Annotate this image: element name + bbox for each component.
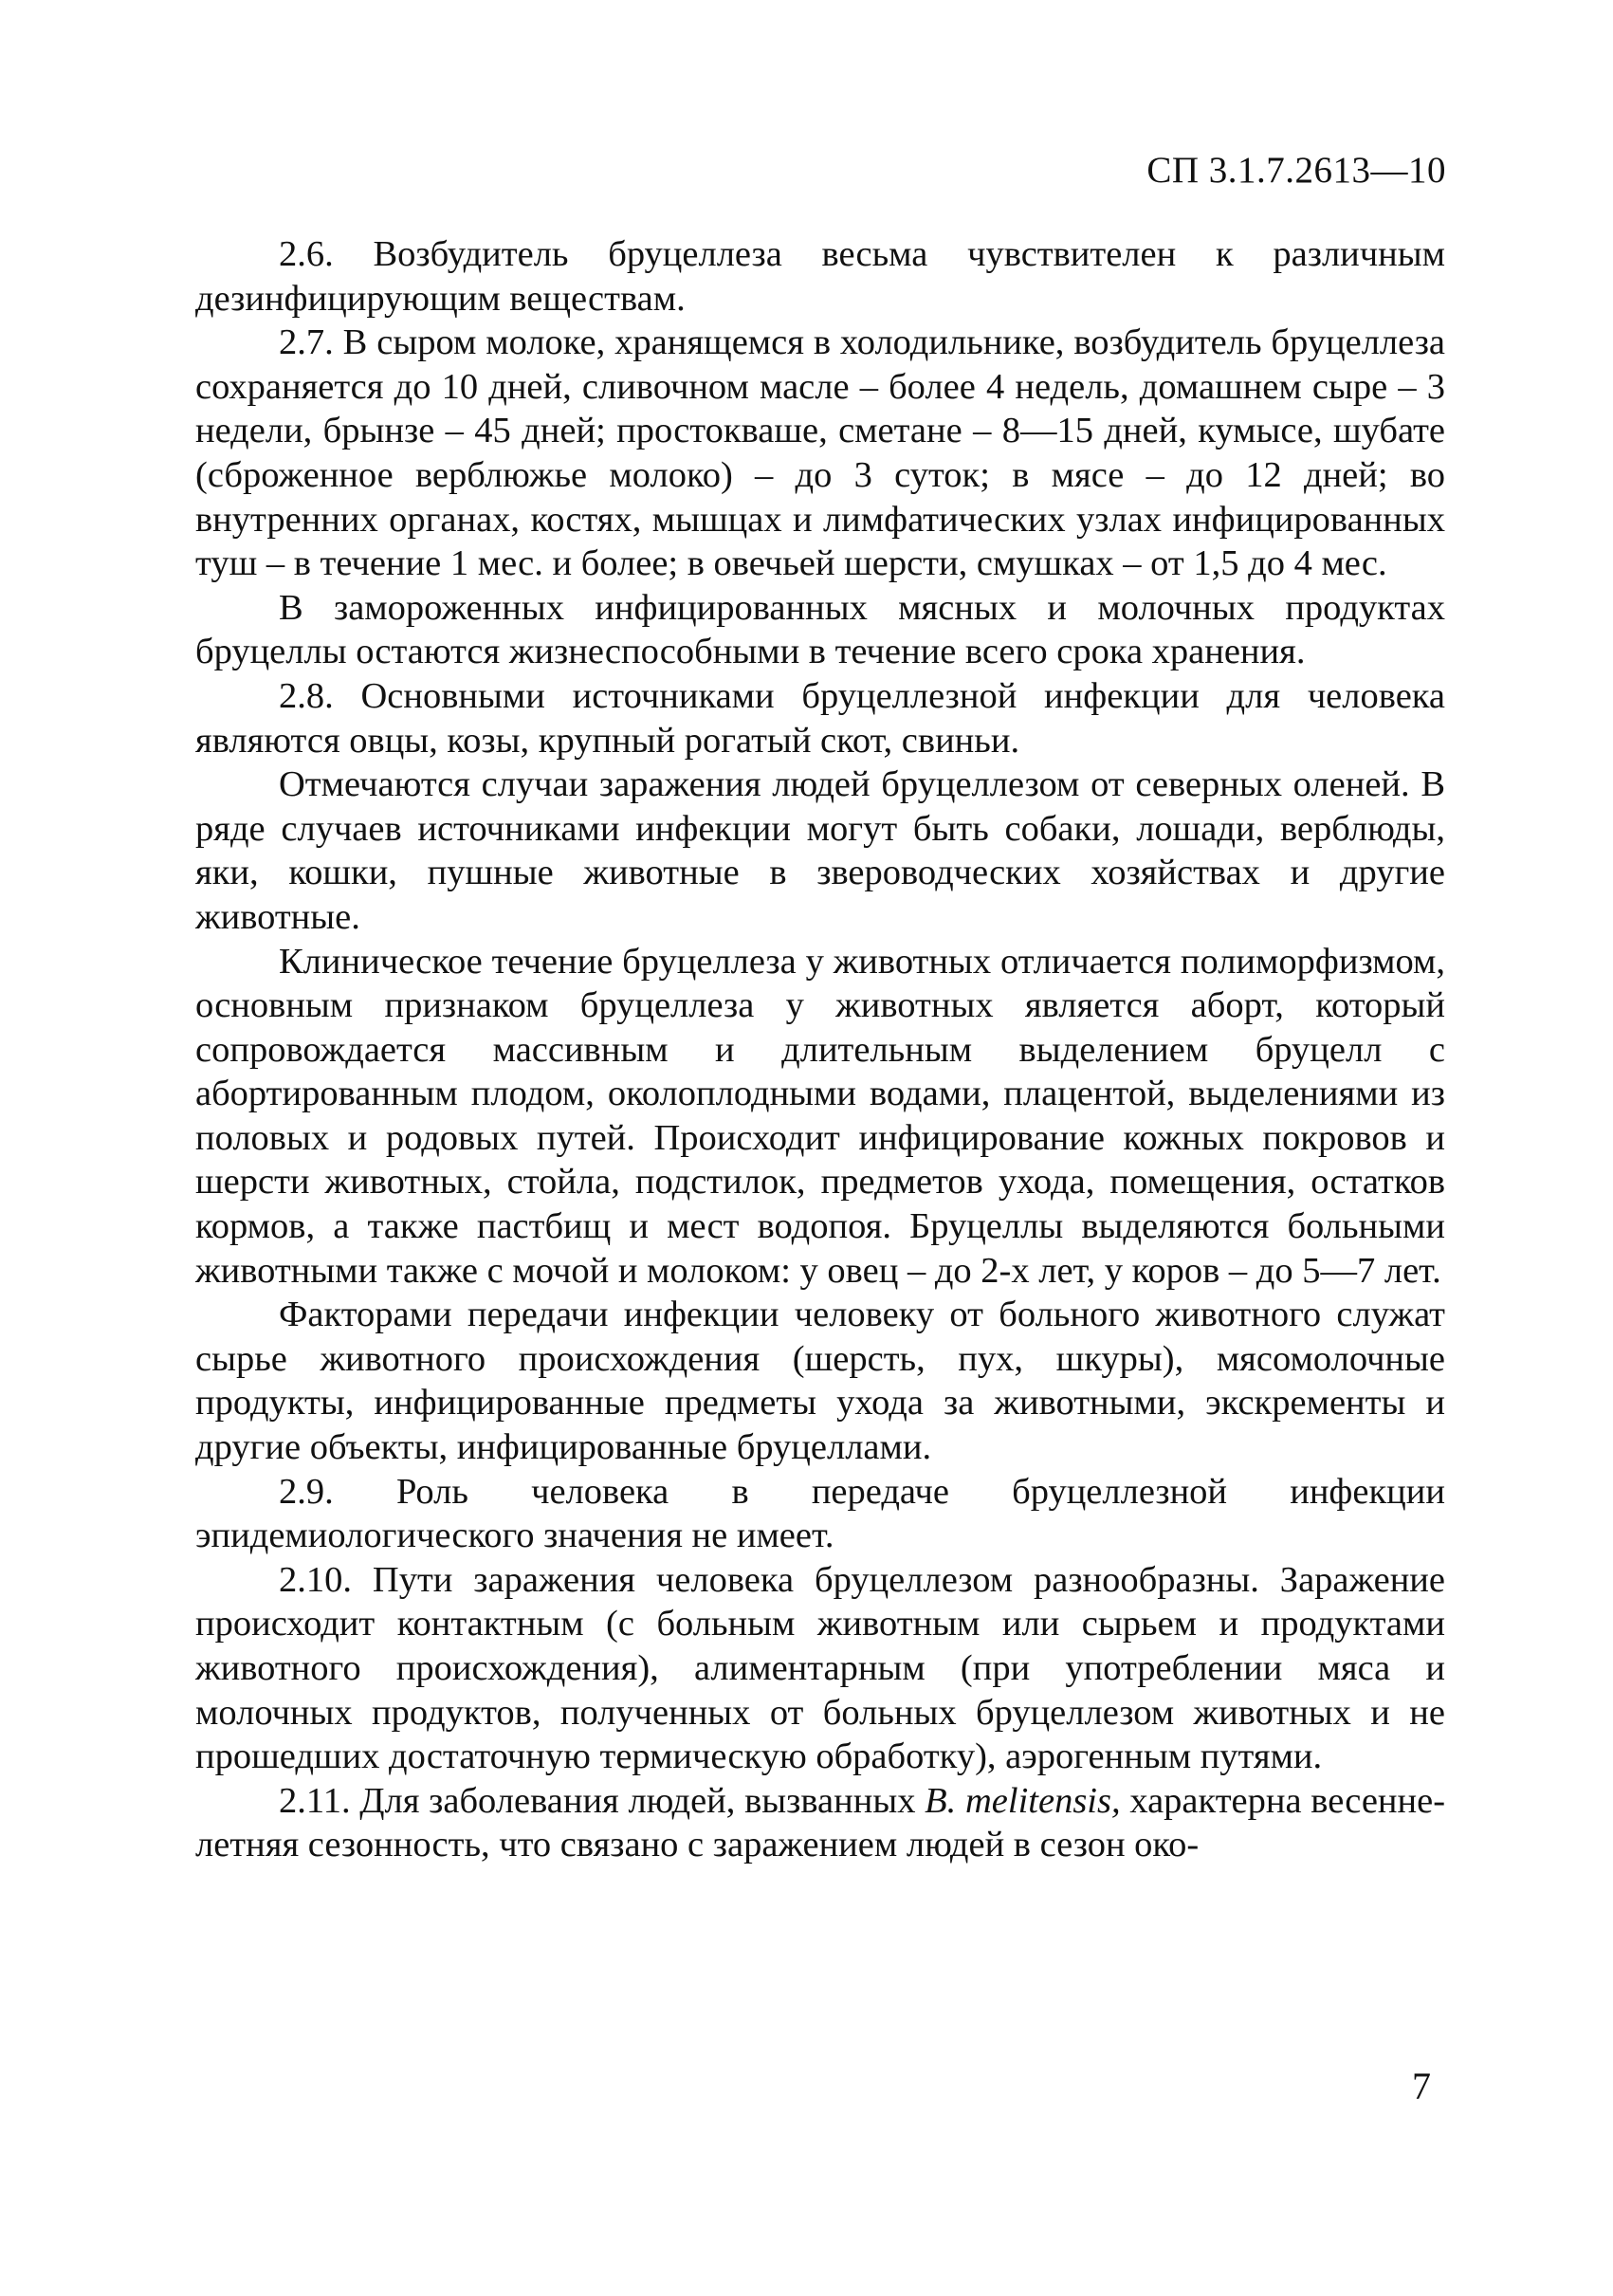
paragraph-infection-sources: Отмечаются случаи заражения людей бруцеллезом от северных оленей. В ряде случаев источниками инфекции могут быть собаки, лошади, верблюды, яки, кошки, пушные животные в звероводческих хозяйствах и другие животные.: [195, 764, 1445, 937]
paragraph-2-11: [195, 1779, 1445, 1867]
paragraph-2-10: 2.10. Пути заражения человека бруцеллезом разнообразны. Заражение происходит контактным (с больным животным или сырьем и продуктами животного происхождения), алиментарным (при употреблении мяса и молочных продуктов, полученных от больных бруцеллезом животных и не прошедших достаточную термическую обработку), аэрогенным путями.: [195, 1559, 1445, 1777]
paragraph-2-6: 2.6. Возбудитель бруцеллеза весьма чувствителен к различным дезинфицирующим веществам.: [195, 234, 1445, 319]
paragraph-frozen-products: В замороженных инфицированных мясных и молочных продуктах бруцеллы остаются жизнеспособными в течение всего срока хранения.: [195, 587, 1445, 672]
paragraph-2-8: 2.8. Основными источниками бруцеллезной инфекции для человека являются овцы, козы, крупный рогатый скот, свиньи.: [195, 675, 1445, 761]
paragraph-2-9: 2.9. Роль человека в передаче бруцеллезной инфекции эпидемиологического значения не имеет.: [195, 1471, 1445, 1556]
paragraph-2-11-end: характерна весенне-летняя сезонность, что связано с заражением людей в сезон око-: [195, 1780, 1446, 1865]
species-name: B. melitensis,: [925, 1780, 1121, 1821]
paragraph-transmission-factors: Факторами передачи инфекции человеку от больного животного служат сырье животного происхождения (шерсть, пух, шкуры), мясомолочные продукты, инфицированные предметы ухода за животными, экскременты и другие объекты, инфицированные бруцеллами.: [195, 1295, 1445, 1468]
document-code: СП 3.1.7.2613—10: [1146, 150, 1446, 191]
page-number: 7: [1412, 2065, 1431, 2107]
paragraph-2-11-start: 2.11. Для заболевания людей, вызванных: [279, 1780, 926, 1821]
paragraph-clinical-course: Клиническое течение бруцеллеза у животных отличается полиморфизмом, основным признаком бруцеллеза у животных является аборт, который сопровождается массивным и длительным выделением бруцелл с абортированным плодом, околоплодными водами, плацентой, выделениями из половых и родовых путей. Происходит инфицирование кожных покровов и шерсти животных, стойла, подстилок, предметов ухода, помещения, остатков кормов, а также пастбищ и мест водопоя. Бруцеллы выделяются больными животными также с мочой и молоком: у овец – до 2-х лет, у коров – до 5—7 лет.: [195, 941, 1445, 1291]
body-text: [195, 232, 1445, 1867]
paragraph-2-7: 2.7. В сыром молоке, хранящемся в холодильнике, возбудитель бруцеллеза сохраняется до 10 дней, сливочном масле – более 4 недель, домашнем сыре – 3 недели, брынзе – 45 дней; простокваше, сметане – 8—15 дней, кумысе, шубате (сброженное верблюжье молоко) – до 3 суток; в мясе – до 12 дней; во внутренних органах, костях, мышцах и лимфатических узлах инфицированных туш – в течение 1 мес. и более; в овечьей шерсти, смушках – от 1,5 до 4 мес.: [195, 322, 1445, 584]
